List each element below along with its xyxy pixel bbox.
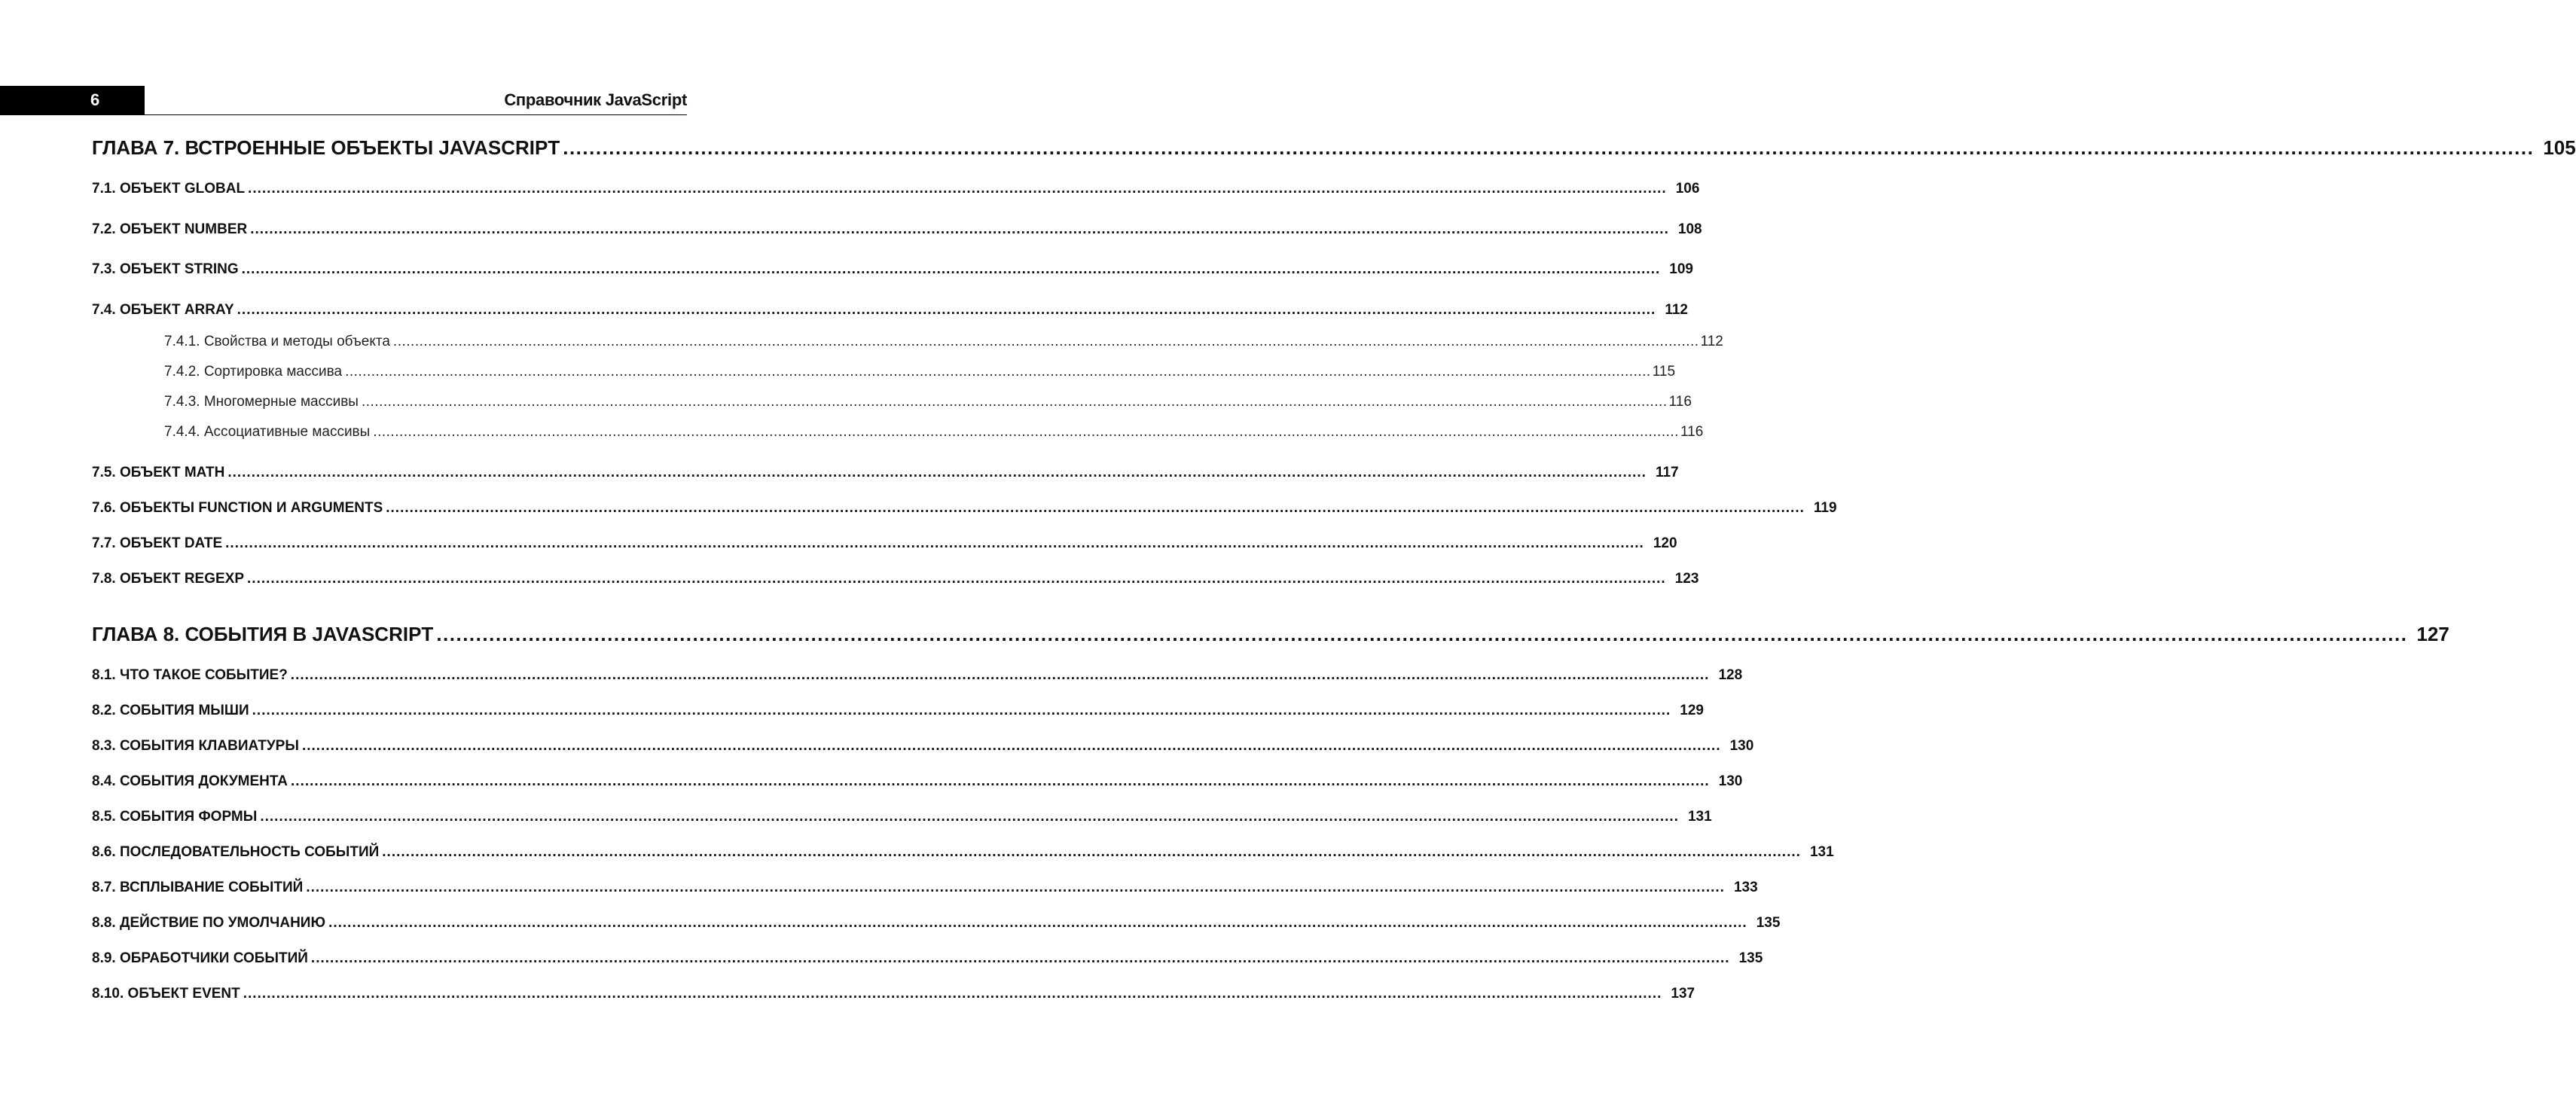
toc-section-7-7[interactable] [92,535,1677,552]
toc-page-number: 129 [1680,703,1704,718]
toc-page-number: 131 [1687,809,1712,825]
toc-label: 8.6. ПОСЛЕДОВАТЕЛЬНОСТЬ СОБЫТИЙ [92,844,380,860]
toc-chapter-8[interactable] [92,623,2449,646]
toc-label: ГЛАВА 8. СОБЫТИЯ В JAVASCRIPT [92,623,434,645]
toc-page-number: 130 [1729,738,1754,754]
toc-label: 8.7. ВСПЛЫВАНИЕ СОБЫТИЙ [92,880,304,895]
toc-section-7-6[interactable] [92,500,1837,517]
toc-label: 8.10. ОБЪЕКТ EVENT [92,986,240,1002]
toc-section-7-1[interactable] [92,181,1700,197]
dot-leader: ............................................................................................................................................................................................................................................................................................................ [436,623,2408,645]
toc-label: 7.3. ОБЪЕКТ STRING [92,261,239,277]
toc-label: 7.4.4. Ассоциативные массивы [164,424,371,440]
toc-section-8-2[interactable] [92,703,1704,719]
toc-label: 7.7. ОБЪЕКТ DATE [92,535,223,551]
toc-label: ГЛАВА 7. ВСТРОЕННЫЕ ОБЪЕКТЫ JAVASCRIPT [92,136,560,159]
toc-label: 7.5. ОБЪЕКТ MATH [92,465,225,480]
dot-leader: ............................................................................................................................................................................................................................................................................................................ [227,465,1647,480]
toc-label: 8.3. СОБЫТИЯ КЛАВИАТУРЫ [92,738,299,754]
dot-leader: ............................................................................................................................................................................................................................................................................................................ [563,136,2535,159]
toc-page-number: 127 [2416,623,2449,645]
toc-label: 7.6. ОБЪЕКТЫ FUNCTION И ARGUMENTS [92,500,383,516]
page-number: 6 [0,86,145,114]
book-title: Справочник JavaScript [504,90,687,109]
toc-page-number: 135 [1738,950,1763,966]
dot-leader: ............................................................................................................................................................................................................................................................................................................ [306,880,1725,895]
toc-page-number: 116 [1680,424,1704,440]
toc-page-number: 116 [1668,394,1692,410]
toc-subsection-7-4-3[interactable] [164,394,1692,410]
toc-label: 8.9. ОБРАБОТЧИКИ СОБЫТИЙ [92,950,308,966]
toc-section-7-4[interactable] [92,302,1688,319]
dot-leader: ............................................................................................................................................................................................................................................................................................................ [248,181,1667,197]
toc-page-number: 115 [1652,364,1676,380]
toc-section-7-3[interactable] [92,261,1693,278]
toc-label: 7.4.1. Свойства и методы объекта [164,334,390,349]
toc-label: 7.8. ОБЪЕКТ REGEXP [92,571,245,587]
dot-leader: ............................................................................................................................................................................................................................................................................................................ [243,986,1662,1002]
dot-leader: ............................................................................................................................................................................................................................................................................................................ [361,394,1668,410]
dot-leader: ............................................................................................................................................................................................................................................................................................................ [260,809,1679,825]
toc-chapter-7[interactable] [92,136,2576,160]
dot-leader: ............................................................................................................................................................................................................................................................................................................ [310,950,1730,966]
toc-label: 8.4. СОБЫТИЯ ДОКУМЕНТА [92,773,288,789]
dot-leader: ............................................................................................................................................................................................................................................................................................................ [382,844,1801,860]
toc-section-8-5[interactable] [92,809,1712,825]
toc-section-8-9[interactable] [92,950,1763,967]
toc-label: 7.2. ОБЪЕКТ NUMBER [92,221,248,237]
toc-page-number: 137 [1671,986,1695,1002]
toc-page-number: 135 [1756,915,1781,931]
toc-section-8-4[interactable] [92,773,1743,790]
toc-label: 7.4. ОБЪЕКТ ARRAY [92,302,234,318]
toc-page-number: 130 [1718,773,1743,789]
dot-leader: ............................................................................................................................................................................................................................................................................................................ [373,424,1679,440]
dot-leader: ............................................................................................................................................................................................................................................................................................................ [241,261,1661,277]
toc-section-7-2[interactable] [92,221,1702,238]
toc-page-number: 131 [1809,844,1834,860]
dot-leader: ............................................................................................................................................................................................................................................................................................................ [247,571,1666,587]
toc-label: 7.4.3. Многомерные массивы [164,394,359,410]
toc-label: 8.2. СОБЫТИЯ МЫШИ [92,703,249,718]
dot-leader: ............................................................................................................................................................................................................................................................................................................ [386,500,1805,516]
dot-leader: ............................................................................................................................................................................................................................................................................................................ [392,334,1699,349]
toc-section-8-6[interactable] [92,844,1834,861]
dot-leader: ............................................................................................................................................................................................................................................................................................................ [237,302,1656,318]
dot-leader: ............................................................................................................................................................................................................................................................................................................ [225,535,1644,551]
toc-subsection-7-4-2[interactable] [164,364,1676,380]
toc-page-number: 112 [1665,302,1688,318]
toc-page-number: 105 [2543,136,2576,159]
toc-label: 8.8. ДЕЙСТВИЕ ПО УМОЛЧАНИЮ [92,915,326,931]
toc-section-7-5[interactable] [92,465,1679,481]
dot-leader: ............................................................................................................................................................................................................................................................................................................ [290,667,1710,683]
toc-page-number: 133 [1733,880,1758,895]
toc-page-number: 108 [1677,221,1702,237]
toc-section-8-3[interactable] [92,738,1754,755]
toc-label: 8.1. ЧТО ТАКОЕ СОБЫТИЕ? [92,667,288,683]
toc-page-number: 117 [1655,465,1679,480]
page-header [0,86,687,115]
toc-page-number: 112 [1700,334,1723,349]
toc-page-number: 109 [1669,261,1693,277]
toc-page-number: 106 [1675,181,1700,197]
toc-section-8-8[interactable] [92,915,1781,932]
toc-page-number: 120 [1653,535,1677,551]
toc-section-8-7[interactable] [92,880,1758,896]
toc-subsection-7-4-1[interactable] [164,334,1723,350]
dot-leader: ............................................................................................................................................................................................................................................................................................................ [252,703,1671,718]
toc-page-number: 123 [1674,571,1699,587]
toc-label: 8.5. СОБЫТИЯ ФОРМЫ [92,809,258,825]
toc-page-number: 119 [1813,500,1837,516]
dot-leader: ............................................................................................................................................................................................................................................................................................................ [291,773,1710,789]
toc-subsection-7-4-4[interactable] [164,424,1704,441]
dot-leader: ............................................................................................................................................................................................................................................................................................................ [345,364,1651,380]
toc-label: 7.4.2. Сортировка массива [164,364,343,380]
dot-leader: ............................................................................................................................................................................................................................................................................................................ [250,221,1669,237]
toc-section-8-10[interactable] [92,986,1695,1002]
toc-label: 7.1. ОБЪЕКТ GLOBAL [92,181,246,197]
toc-section-8-1[interactable] [92,667,1743,684]
dot-leader: ............................................................................................................................................................................................................................................................................................................ [328,915,1747,931]
dot-leader: ............................................................................................................................................................................................................................................................................................................ [301,738,1721,754]
toc-section-7-8[interactable] [92,571,1699,587]
toc-page-number: 128 [1718,667,1743,683]
